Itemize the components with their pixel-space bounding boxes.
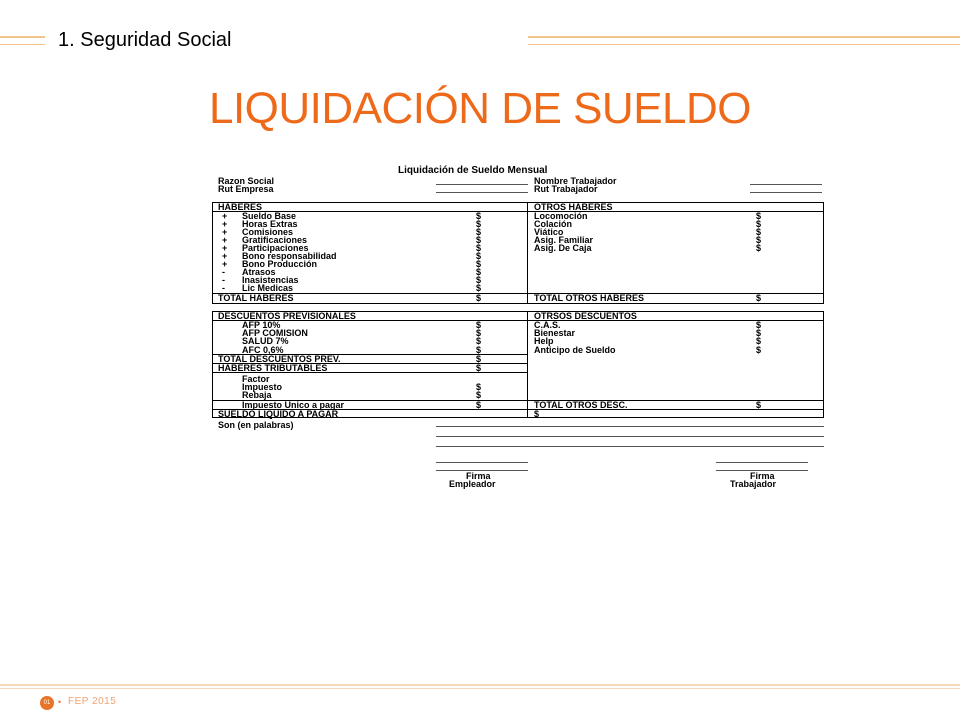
row-currency: $ bbox=[756, 328, 762, 338]
row-currency: $ bbox=[476, 227, 482, 237]
row-sign: + bbox=[222, 259, 228, 269]
row-currency: $ bbox=[756, 211, 762, 221]
row-currency: $ bbox=[476, 336, 482, 346]
form-heading: Liquidación de Sueldo Mensual bbox=[398, 165, 548, 176]
header-rule-right-2 bbox=[528, 44, 960, 45]
firma-empleador-line bbox=[436, 462, 528, 463]
row-label: Atrasos bbox=[242, 267, 276, 277]
row-currency: $ bbox=[756, 219, 762, 229]
row-currency: $ bbox=[476, 320, 482, 330]
row-currency: $ bbox=[756, 345, 762, 355]
otros-descuentos-header: OTRSOS DESCUENTOS bbox=[534, 311, 637, 321]
total-haberes-label: TOTAL HABERES bbox=[218, 293, 294, 303]
footer-rule bbox=[0, 684, 960, 686]
label-rut-trabajador: Rut Trabajador bbox=[534, 184, 598, 194]
haberes-header-rule bbox=[212, 211, 824, 212]
row-label: C.A.S. bbox=[534, 320, 561, 330]
row-sign: - bbox=[222, 267, 225, 277]
footer-bullet: • bbox=[58, 697, 62, 707]
impuesto-label: Impuesto bbox=[242, 382, 283, 392]
row-sign: + bbox=[222, 227, 228, 237]
row-label: Bono responsabilidad bbox=[242, 251, 337, 261]
row-currency: $ bbox=[476, 328, 482, 338]
total-haberes-currency: $ bbox=[476, 293, 482, 303]
label-razon-social: Razon Social bbox=[218, 176, 275, 186]
rebaja-label: Rebaja bbox=[242, 390, 272, 400]
row-currency: $ bbox=[756, 243, 762, 253]
row-sign: + bbox=[222, 219, 228, 229]
row-currency: $ bbox=[476, 251, 482, 261]
sueldo-liquido-label: SUELDO LIQUIDO A PAGAR bbox=[218, 409, 339, 419]
haberes-tributables-currency: $ bbox=[476, 363, 482, 373]
row-label: Asig. Familiar bbox=[534, 235, 594, 245]
row-label: Bono Producción bbox=[242, 259, 317, 269]
label-rut-empresa: Rut Empresa bbox=[218, 184, 274, 194]
row-label: Participaciones bbox=[242, 243, 309, 253]
line-rut-trabajador bbox=[750, 192, 822, 193]
total-otros-haberes-currency: $ bbox=[756, 293, 762, 303]
palabras-line-3 bbox=[436, 446, 824, 447]
row-label: Asig. De Caja bbox=[534, 243, 592, 253]
row-sign: + bbox=[222, 243, 228, 253]
row-label: Help bbox=[534, 336, 554, 346]
footer-text: FEP 2015 bbox=[68, 696, 117, 707]
header-rule-right bbox=[528, 36, 960, 38]
payslip-form bbox=[212, 162, 824, 492]
haberes-total-rule bbox=[212, 293, 824, 294]
haberes-tributables-label: HABERES TRIBUTABLES bbox=[218, 363, 328, 373]
row-label: Sueldo Base bbox=[242, 211, 297, 221]
firma-trabajador-line bbox=[716, 462, 808, 463]
row-currency: $ bbox=[476, 345, 482, 355]
otros-haberes-header: OTROS HABERES bbox=[534, 202, 613, 212]
row-label: Anticipo de Sueldo bbox=[534, 345, 616, 355]
total-descuentos-label: TOTAL DESCUENTOS PREV. bbox=[218, 354, 341, 364]
row-label: Gratificaciones bbox=[242, 235, 308, 245]
row-currency: $ bbox=[476, 275, 482, 285]
row-sign: + bbox=[222, 235, 228, 245]
row-sign: - bbox=[222, 275, 225, 285]
impuesto-currency: $ bbox=[476, 382, 482, 392]
header-rule-left bbox=[0, 36, 45, 38]
firma-trabajador-1: Firma bbox=[750, 471, 775, 481]
palabras-line-1 bbox=[436, 426, 824, 427]
page-title: LIQUIDACIÓN DE SUELDO bbox=[208, 84, 752, 133]
row-label: Locomoción bbox=[534, 211, 588, 221]
row-label: Inasistencias bbox=[242, 275, 299, 285]
label-nombre-trabajador: Nombre Trabajador bbox=[534, 176, 617, 186]
row-currency: $ bbox=[476, 267, 482, 277]
firma-trabajador-2: Trabajador bbox=[730, 479, 777, 489]
row-currency: $ bbox=[476, 219, 482, 229]
row-sign: + bbox=[222, 211, 228, 221]
rebaja-currency: $ bbox=[476, 390, 482, 400]
row-currency: $ bbox=[756, 336, 762, 346]
impuesto-unico-label: Impuesto Unico a pagar bbox=[242, 400, 345, 410]
footer-rule-2 bbox=[0, 688, 960, 689]
descuentos-header: DESCUENTOS PREVISIONALES bbox=[218, 311, 356, 321]
haberes-divider bbox=[527, 202, 528, 304]
line-razon-social bbox=[436, 184, 528, 185]
section-subtitle: 1. Seguridad Social bbox=[58, 29, 232, 51]
firma-empleador-1: Firma bbox=[466, 471, 491, 481]
row-label: Comisiones bbox=[242, 227, 294, 237]
haberes-header: HABERES bbox=[218, 202, 263, 212]
row-label: Lic Medicas bbox=[242, 283, 294, 293]
total-otros-haberes-label: TOTAL OTROS HABERES bbox=[534, 293, 645, 303]
row-currency: $ bbox=[756, 235, 762, 245]
row-sign: + bbox=[222, 251, 228, 261]
row-label: AFP 10% bbox=[242, 320, 281, 330]
sueldo-liquido-currency: $ bbox=[534, 409, 540, 419]
row-label: AFC 0,6% bbox=[242, 345, 284, 355]
row-label: Viático bbox=[534, 227, 564, 237]
row-label: Horas Extras bbox=[242, 219, 298, 229]
row-sign: - bbox=[222, 283, 225, 293]
total-otros-desc-currency: $ bbox=[756, 400, 762, 410]
header-rule-left-2 bbox=[0, 44, 45, 45]
row-label: Bienestar bbox=[534, 328, 576, 338]
row-label: Colación bbox=[534, 219, 573, 229]
total-otros-desc-label: TOTAL OTROS DESC. bbox=[534, 400, 628, 410]
row-currency: $ bbox=[476, 283, 482, 293]
factor-label: Factor bbox=[242, 374, 270, 384]
total-descuentos-currency: $ bbox=[476, 354, 482, 364]
descuentos-divider bbox=[527, 311, 528, 418]
impuesto-unico-currency: $ bbox=[476, 400, 482, 410]
son-palabras-label: Son (en palabras) bbox=[218, 420, 294, 430]
row-currency: $ bbox=[476, 259, 482, 269]
row-currency: $ bbox=[476, 235, 482, 245]
line-rut-empresa bbox=[436, 192, 528, 193]
page-number-badge: 01 bbox=[40, 696, 54, 710]
row-currency: $ bbox=[756, 227, 762, 237]
row-currency: $ bbox=[756, 320, 762, 330]
line-nombre-trabajador bbox=[750, 184, 822, 185]
firma-empleador-2: Empleador bbox=[449, 479, 496, 489]
row-label: SALUD 7% bbox=[242, 336, 289, 346]
row-currency: $ bbox=[476, 211, 482, 221]
row-label: AFP COMISION bbox=[242, 328, 308, 338]
palabras-line-2 bbox=[436, 436, 824, 437]
row-currency: $ bbox=[476, 243, 482, 253]
